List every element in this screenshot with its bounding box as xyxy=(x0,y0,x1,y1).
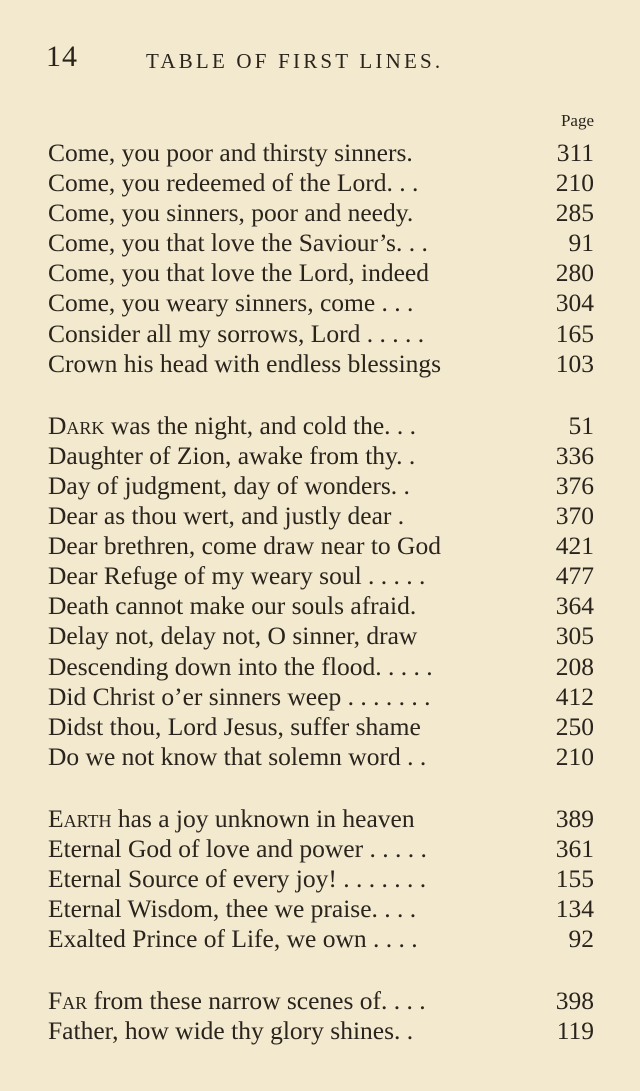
index-entry xyxy=(48,258,594,288)
first-line-text xyxy=(48,924,546,954)
hymn-page-number: 370 xyxy=(555,501,594,531)
line-text: Death cannot make our souls afraid. xyxy=(48,591,417,621)
letter-group xyxy=(48,986,594,1046)
hymn-page-number: 311 xyxy=(556,138,594,167)
line-text: Daughter of Zion, awake from thy. . xyxy=(48,440,416,470)
letter-group xyxy=(48,411,594,772)
first-line-text xyxy=(48,986,546,1016)
initial-word: Far xyxy=(48,986,88,1016)
hymn-page-number: 304 xyxy=(555,288,594,318)
line-text: Come, you weary sinners, come . . . xyxy=(48,288,414,318)
first-line-text xyxy=(48,168,546,198)
line-text: Didst thou, Lord Jesus, suffer shame xyxy=(48,711,421,741)
running-title: TABLE OF FIRST LINES. xyxy=(146,49,444,73)
first-line-text xyxy=(48,228,546,258)
line-text: Exalted Prince of Life, we own . . . . xyxy=(48,924,418,954)
index-entry xyxy=(48,168,594,198)
hymn-page-number: 51 xyxy=(568,410,594,440)
line-text: has a joy unknown in heaven xyxy=(111,803,415,833)
hymn-page-number: 250 xyxy=(555,711,594,741)
hymn-page-number: 91 xyxy=(568,228,594,258)
first-line-text xyxy=(48,319,546,349)
initial-word: Earth xyxy=(48,803,112,833)
line-text: Crown his head with endless blessings xyxy=(48,348,442,378)
hymn-page-number: 412 xyxy=(555,681,594,711)
line-text: Delay not, delay not, O sinner, draw xyxy=(48,621,418,651)
first-line-text xyxy=(48,834,546,864)
page-header xyxy=(46,40,606,80)
first-line-text xyxy=(48,411,546,441)
first-line-text xyxy=(48,138,546,168)
first-line-text xyxy=(48,349,546,379)
index-entry xyxy=(48,441,594,471)
index-entry xyxy=(48,411,594,441)
line-text: Eternal Wisdom, thee we praise. . . . xyxy=(48,894,417,924)
line-text: Do we not know that solemn word . . xyxy=(48,741,427,771)
hymn-page-number: 305 xyxy=(555,621,594,651)
first-line-text xyxy=(48,742,546,772)
line-text: Day of judgment, day of wonders. . xyxy=(48,470,410,500)
hymn-page-number: 376 xyxy=(555,470,594,500)
first-line-text xyxy=(48,561,546,591)
line-text: Come, you poor and thirsty sinners. xyxy=(48,138,413,167)
first-line-text xyxy=(48,198,546,228)
first-line-text xyxy=(48,501,546,531)
index-entry xyxy=(48,804,594,834)
hymn-page-number: 210 xyxy=(555,168,594,198)
index-entry xyxy=(48,349,594,379)
page-number: 14 xyxy=(46,40,78,73)
first-line-text xyxy=(48,591,546,621)
hymn-page-number: 155 xyxy=(555,864,594,894)
first-lines-index xyxy=(48,138,594,1079)
hymn-page-number: 364 xyxy=(555,591,594,621)
hymn-page-number: 280 xyxy=(555,258,594,288)
line-text: Come, you sinners, poor and needy. xyxy=(48,198,414,228)
hymn-page-number: 285 xyxy=(555,198,594,228)
index-entry xyxy=(48,198,594,228)
line-text: Come, you redeemed of the Lord. . . xyxy=(48,168,419,198)
first-line-text xyxy=(48,531,546,561)
first-line-text xyxy=(48,258,546,288)
line-text: Descending down into the flood. . . . . xyxy=(48,651,433,681)
index-entry xyxy=(48,319,594,349)
hymn-page-number: 398 xyxy=(555,986,594,1016)
hymn-page-number: 119 xyxy=(556,1016,594,1046)
line-text: Dear Refuge of my weary soul . . . . . xyxy=(48,561,426,591)
index-entry xyxy=(48,712,594,742)
hymn-page-number: 336 xyxy=(555,440,594,470)
first-line-text xyxy=(48,864,546,894)
index-entry xyxy=(48,864,594,894)
hymn-page-number: 477 xyxy=(555,561,594,591)
index-entry xyxy=(48,742,594,772)
hymn-page-number: 389 xyxy=(555,803,594,833)
line-text: was the night, and cold the. . . xyxy=(104,410,417,440)
first-line-text xyxy=(48,682,546,712)
index-entry xyxy=(48,288,594,318)
letter-group xyxy=(48,138,594,379)
first-line-text xyxy=(48,441,546,471)
first-line-text xyxy=(48,804,546,834)
index-entry xyxy=(48,682,594,712)
index-entry xyxy=(48,228,594,258)
line-text: Come, you that love the Lord, indeed xyxy=(48,258,429,288)
line-text: Father, how wide thy glory shines. . xyxy=(48,1016,414,1046)
index-entry xyxy=(48,591,594,621)
hymn-page-number: 103 xyxy=(555,348,594,378)
hymn-page-number: 134 xyxy=(555,894,594,924)
hymn-page-number: 208 xyxy=(555,651,594,681)
line-text: Consider all my sorrows, Lord . . . . . xyxy=(48,318,425,348)
index-entry xyxy=(48,986,594,1016)
first-line-text xyxy=(48,652,546,682)
index-entry xyxy=(48,138,594,168)
first-line-text xyxy=(48,1016,546,1046)
first-line-text xyxy=(48,621,546,651)
index-entry xyxy=(48,1016,594,1046)
index-entry xyxy=(48,924,594,954)
line-text: Dear brethren, come draw near to God xyxy=(48,531,441,561)
first-line-text xyxy=(48,894,546,924)
index-entry xyxy=(48,561,594,591)
line-text: Did Christ o’er sinners weep . . . . . . . xyxy=(48,681,431,711)
first-line-text xyxy=(48,471,546,501)
index-entry xyxy=(48,501,594,531)
index-entry xyxy=(48,621,594,651)
letter-group xyxy=(48,804,594,954)
index-entry xyxy=(48,894,594,924)
hymn-page-number: 210 xyxy=(555,741,594,771)
initial-word: Dark xyxy=(48,410,105,440)
first-line-text xyxy=(48,288,546,318)
line-text: Eternal God of love and power . . . . . xyxy=(48,833,427,863)
index-entry xyxy=(48,471,594,501)
hymn-page-number: 165 xyxy=(555,318,594,348)
line-text: Eternal Source of every joy! . . . . . . . xyxy=(48,864,427,894)
page-column-label: Page xyxy=(560,111,594,130)
line-text: Come, you that love the Saviour’s. . . xyxy=(48,228,428,258)
hymn-page-number: 361 xyxy=(555,833,594,863)
index-entry xyxy=(48,531,594,561)
line-text: from these narrow scenes of. . . . xyxy=(87,986,426,1016)
first-line-text xyxy=(48,712,546,742)
hymn-page-number: 92 xyxy=(568,924,594,954)
line-text: Dear as thou wert, and justly dear . xyxy=(48,501,405,531)
index-entry xyxy=(48,652,594,682)
hymn-page-number: 421 xyxy=(555,531,594,561)
index-entry xyxy=(48,834,594,864)
